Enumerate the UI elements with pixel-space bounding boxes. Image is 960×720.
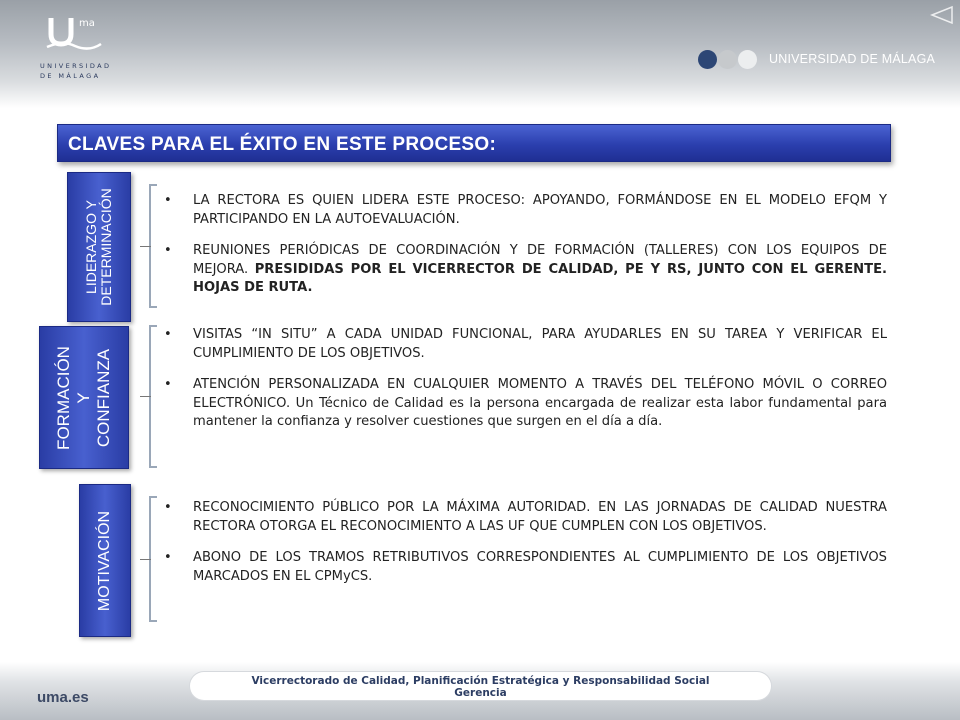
label-formacion-text — [54, 346, 114, 450]
brand-dot — [738, 50, 757, 69]
label-line: FORMACIÓN — [54, 345, 73, 450]
bullet-list-liderazgo — [160, 192, 887, 311]
footer-caption — [190, 672, 771, 700]
label-line: LIDERAZGO Y — [83, 200, 99, 294]
logo-wordmark — [40, 61, 120, 81]
logo-text-line2: DE MÁLAGA — [40, 72, 101, 80]
label-line: DETERMINACIÓN — [98, 188, 114, 306]
brand-name: UNIVERSIDAD DE MÁLAGA — [769, 52, 936, 66]
list-item — [160, 326, 887, 363]
bullet-text: VISITAS “IN SITU” A CADA UNIDAD FUNCIONAL, PARA AYUDARLES EN SU TAREA Y VERIFICAR EL CUMPLIMIENTO DE LOS OBJETIVOS. — [193, 327, 887, 361]
bullet-text: RECONOCIMIENTO PÚBLICO POR LA MÁXIMA AUTORIDAD. EN LAS JORNADAS DE CALIDAD NUESTRA RECTORA OTORGA EL RECONOCIMIENTO A LAS UF QUE CUMPLEN CON LOS OBJETIVOS. — [193, 500, 887, 534]
bullet-bold-text: PRESIDIDAS POR EL VICERRECTOR DE CALIDAD, PE Y RS, JUNTO CON EL GERENTE. HOJAS DE RUTA. — [193, 261, 887, 295]
footer-domain-link[interactable]: uma.es — [37, 689, 89, 706]
label-motivacion-text — [96, 510, 114, 610]
bullet-text: LA RECTORA ES QUIEN LIDERA ESTE PROCESO: APOYANDO, FORMÁNDOSE EN EL MODELO EFQM Y PARTICIPANDO EN LA AUTOEVALUACIÓN. — [193, 193, 887, 227]
label-line: Y — [74, 391, 93, 404]
corner-decoration-icon — [930, 5, 954, 25]
list-item — [160, 376, 887, 432]
bullet-list-formacion — [160, 326, 887, 445]
section-title-bar — [57, 124, 891, 162]
brand-dot — [698, 50, 717, 69]
bracket-connector — [140, 559, 151, 560]
bullet-text: ABONO DE LOS TRAMOS RETRIBUTIVOS CORRESPONDIENTES AL CUMPLIMIENTO DE LOS OBJETIVOS MARCADOS EN EL CPMyCS. — [193, 550, 887, 584]
bullet-text: REUNIONES PERIÓDICAS DE COORDINACIÓN Y DE FORMACIÓN (TALLERES) CON LOS EQUIPOS DE MEJORA. — [193, 243, 887, 277]
footer-line1: Vicerrectorado de Calidad, Planificación Estratégica y Responsabilidad Social — [251, 675, 710, 687]
list-item — [160, 192, 887, 229]
logo-u-icon — [45, 14, 105, 54]
bullet-text: ATENCIÓN PERSONALIZADA EN CUALQUIER MOMENTO A TRAVÉS DEL TELÉFONO MÓVIL O CORREO ELECTRÓNICO. Un Técnico de Calidad es la persona encargada de realizar esta labor fundamental para mantener la confianza y resolver cuestiones que surgen en el día a día. — [193, 377, 887, 429]
label-line: MOTIVACIÓN — [96, 510, 113, 611]
label-line: CONFIANZA — [94, 348, 113, 447]
bullet-list-motivacion — [160, 499, 887, 599]
label-motivacion — [79, 484, 131, 637]
label-formacion — [39, 326, 129, 469]
logo-mark-text: ma — [79, 18, 95, 29]
list-item — [160, 549, 887, 586]
page-title: CLAVES PARA EL ÉXITO EN ESTE PROCESO: — [68, 134, 497, 155]
bracket-connector — [140, 246, 151, 247]
logo-text-line1: UNIVERSIDAD — [40, 62, 112, 70]
brand-dot — [718, 50, 737, 69]
label-liderazgo-text — [84, 188, 114, 305]
list-item — [160, 242, 887, 298]
brand-lockup — [698, 48, 935, 70]
label-liderazgo — [67, 172, 131, 322]
university-logo[interactable] — [40, 14, 120, 94]
list-item — [160, 499, 887, 536]
footer-line2: Gerencia — [454, 687, 507, 699]
bracket-connector — [140, 396, 151, 397]
